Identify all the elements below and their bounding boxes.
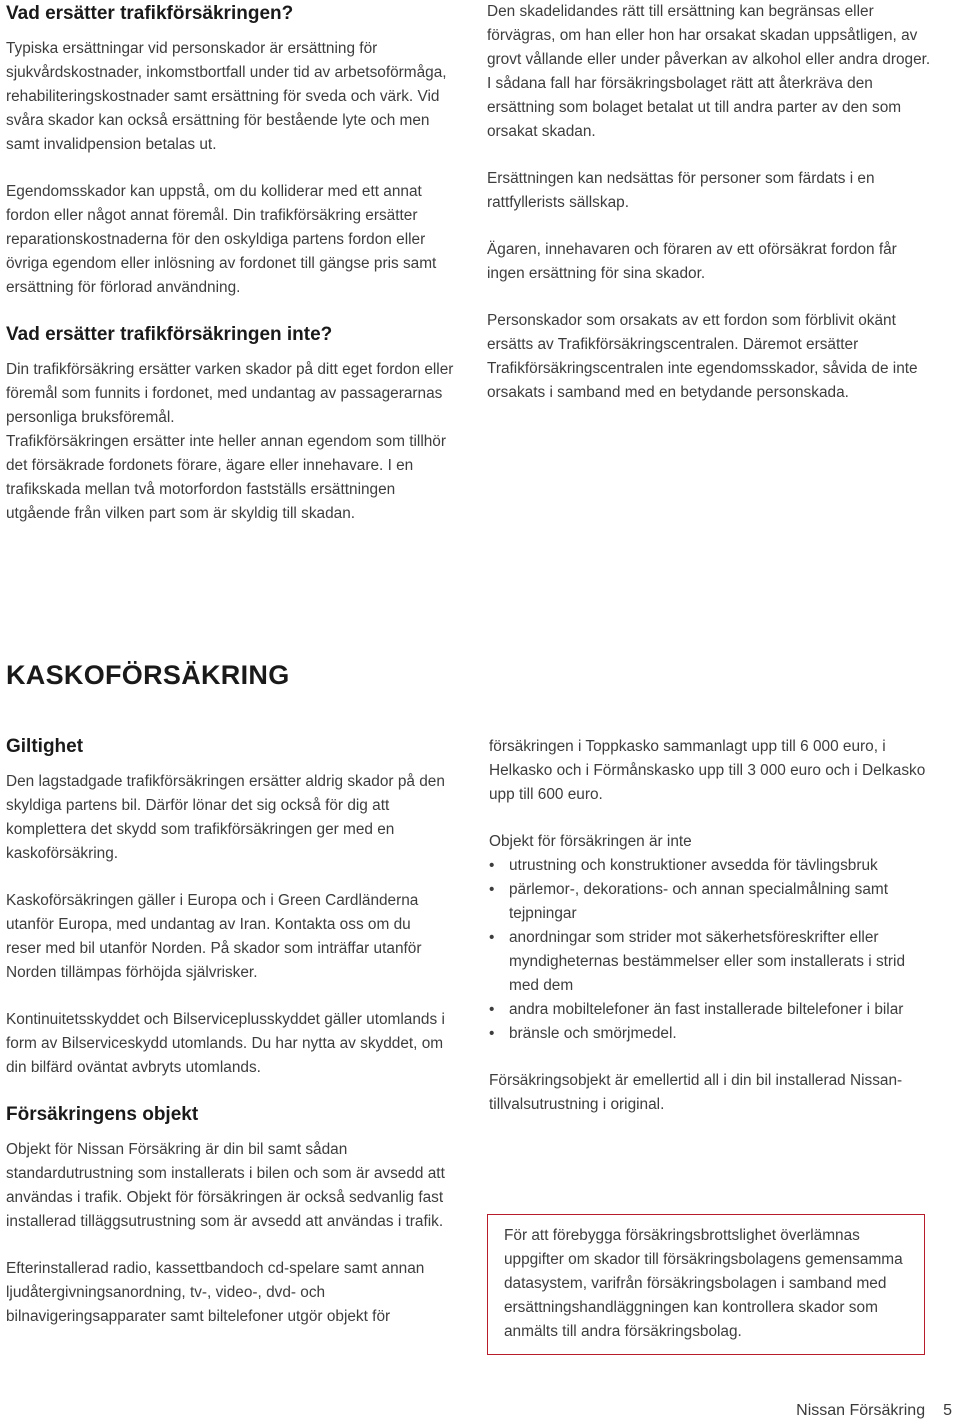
- paragraph-uninsured-vehicle: Ägaren, innehavaren och föraren av ett oförsäkrat fordon får ingen ersättning för sina skador.: [487, 241, 897, 282]
- paragraph-personal-injury: Typiska ersättningar vid personskador är ersättning för sjukvårdskostnader, inkomstbortfall under tid av arbetsoförmåga, rehabiliteringskostnader samt ersättning för sveda och värk. Vid svåra skador kan också ersättning för bestående lyte och men samt invalidpension betalas ut.: [6, 40, 447, 153]
- paragraph-validity-2: Kaskoförsäkringen gäller i Europa och i Green Cardländerna utanför Europa, med undantag av Iran. Kontakta oss om du reser med bil utanför Norden. På skador som inträffar utanför Norden tillämpas förhöjda självrisker.: [6, 892, 422, 981]
- paragraph-drunk-driver: Ersättningen kan nedsättas för personer som färdats i en rattfyllerists sällskap.: [487, 170, 875, 211]
- bullet-icon: •: [489, 1025, 495, 1042]
- footer-brand: Nissan Försäkring: [796, 1402, 926, 1419]
- paragraph-property-damage: Egendomsskador kan uppstå, om du kolliderar med ett annat fordon eller något annat föremål. Din trafikförsäkring ersätter reparationskostnaderna för den oskyldiga partens fordon eller övriga egendom eller inlösning av fordonet till gängse pris samt ersättning för förlorad användning.: [6, 183, 437, 296]
- top-left-column: [6, 2, 454, 549]
- paragraph-other-property: Trafikförsäkringen ersätter inte heller annan egendom som tillhör det försäkrade fordonets förare, ägare eller innehavare. I en trafikskada mellan två motorfordon fastställs ersättningen utgående från vilken part som är skyldig till skadan.: [6, 433, 446, 522]
- section-title: KASKOFÖRSÄKRING: [6, 660, 290, 690]
- list-item: • pärlemor-, dekorations- och annan specialmålning samt tejpningar: [489, 878, 929, 926]
- page-footer: [796, 1402, 952, 1420]
- paragraph-validity-1: Den lagstadgade trafikförsäkringen ersätter aldrig skador på den skyldiga partens bil. Därför lönar det sig också för dig att komplettera det skydd som trafikförsäkringen ger med en kaskoförsäkring.: [6, 773, 445, 862]
- paragraph-insured-object: Objekt för Nissan Försäkring är din bil samt sådan standardutrustning som installerats i bilen och som är avsedd att användas i trafik. Objekt för försäkringen är också sedvanlig fast installerad tilläggsutrustning som är avsedd att användas i trafik.: [6, 1141, 445, 1230]
- paragraph-aftermarket-equipment: Efterinstallerad radio, kassettbandoch cd-spelare samt annan ljudåtergivningsanordning, tv-, video-, dvd- och bilnavigeringsapparater samt biltelefoner utgör objekt för: [6, 1260, 425, 1325]
- bottom-right-column: [489, 735, 929, 1140]
- notice-text: För att förebygga försäkringsbrottslighet överlämnas uppgifter om skador till försäkringsbolagens gemensamma datasystem, varifrån försäkringsbolagen i samband med ersättningshandläggningen kan kontrollera skador som anmälts till andra försäkringsbolag.: [504, 1227, 903, 1340]
- paragraph-limited-compensation: Den skadelidandes rätt till ersättning kan begränsas eller förvägras, om han eller hon har orsakat skadan uppsåtligen, av grovt vållande eller under påverkan av alkohol eller andra droger. I sådana fall har försäkringsbolaget rätt att återkräva den ersättning som bolaget betalat ut till andra parter av den som orsakat skadan.: [487, 3, 931, 140]
- paragraph-validity-3: Kontinuitetsskyddet och Bilserviceplusskyddet gäller utomlands i form av Bilserviceskydd utomlands. Du har nytta av skyddet, om din bilfärd oväntat avbryts utomlands.: [6, 1011, 445, 1076]
- heading-what-not-covered: Vad ersätter trafikförsäkringen inte?: [6, 324, 333, 345]
- paragraph-unknown-vehicle: Personskador som orsakats av ett fordon som förblivit okänt ersätts av Trafikförsäkringscentralen. Däremot ersätter Trafikförsäkringscentralen inte egendomsskador, såvida de inte orsakats i samband med en betydande personskada.: [487, 312, 918, 401]
- list-item: • utrustning och konstruktioner avsedda för tävlingsbruk: [489, 854, 929, 878]
- paragraph-nissan-accessories: Försäkringsobjekt är emellertid all i din bil installerad Nissan-tillvalsutrustning i original.: [489, 1072, 903, 1113]
- paragraph-own-vehicle: Din trafikförsäkring ersätter varken skador på ditt eget fordon eller föremål som funnits i fordonet, med undantag av passagerarnas personliga bruksföremål.: [6, 361, 454, 426]
- bullet-icon: •: [489, 1001, 495, 1018]
- top-right-column: [487, 0, 932, 428]
- list-item: • anordningar som strider mot säkerhetsföreskrifter eller myndigheternas bestämmelser eller som installerats i strid med dem: [489, 926, 929, 998]
- list-item: • andra mobiltelefoner än fast installerade biltelefoner i bilar: [489, 998, 929, 1022]
- list-intro: Objekt för försäkringen är inte: [489, 833, 692, 850]
- heading-insured-object: Försäkringens objekt: [6, 1104, 199, 1125]
- heading-validity: Giltighet: [6, 736, 84, 757]
- excluded-objects-list: [489, 854, 929, 1046]
- bullet-icon: •: [489, 929, 495, 946]
- fraud-prevention-notice: [487, 1214, 925, 1355]
- paragraph-coverage-limits: försäkringen i Toppkasko sammanlagt upp till 6 000 euro, i Helkasko och i Förmånskasko upp till 3 000 euro och i Delkasko upp till 600 euro.: [489, 738, 926, 803]
- bottom-left-column: [6, 735, 446, 1352]
- heading-what-covered: Vad ersätter trafikförsäkringen?: [6, 3, 294, 24]
- bullet-icon: •: [489, 857, 495, 874]
- page-number: 5: [943, 1402, 952, 1419]
- list-item: • bränsle och smörjmedel.: [489, 1022, 929, 1046]
- bullet-icon: •: [489, 881, 495, 898]
